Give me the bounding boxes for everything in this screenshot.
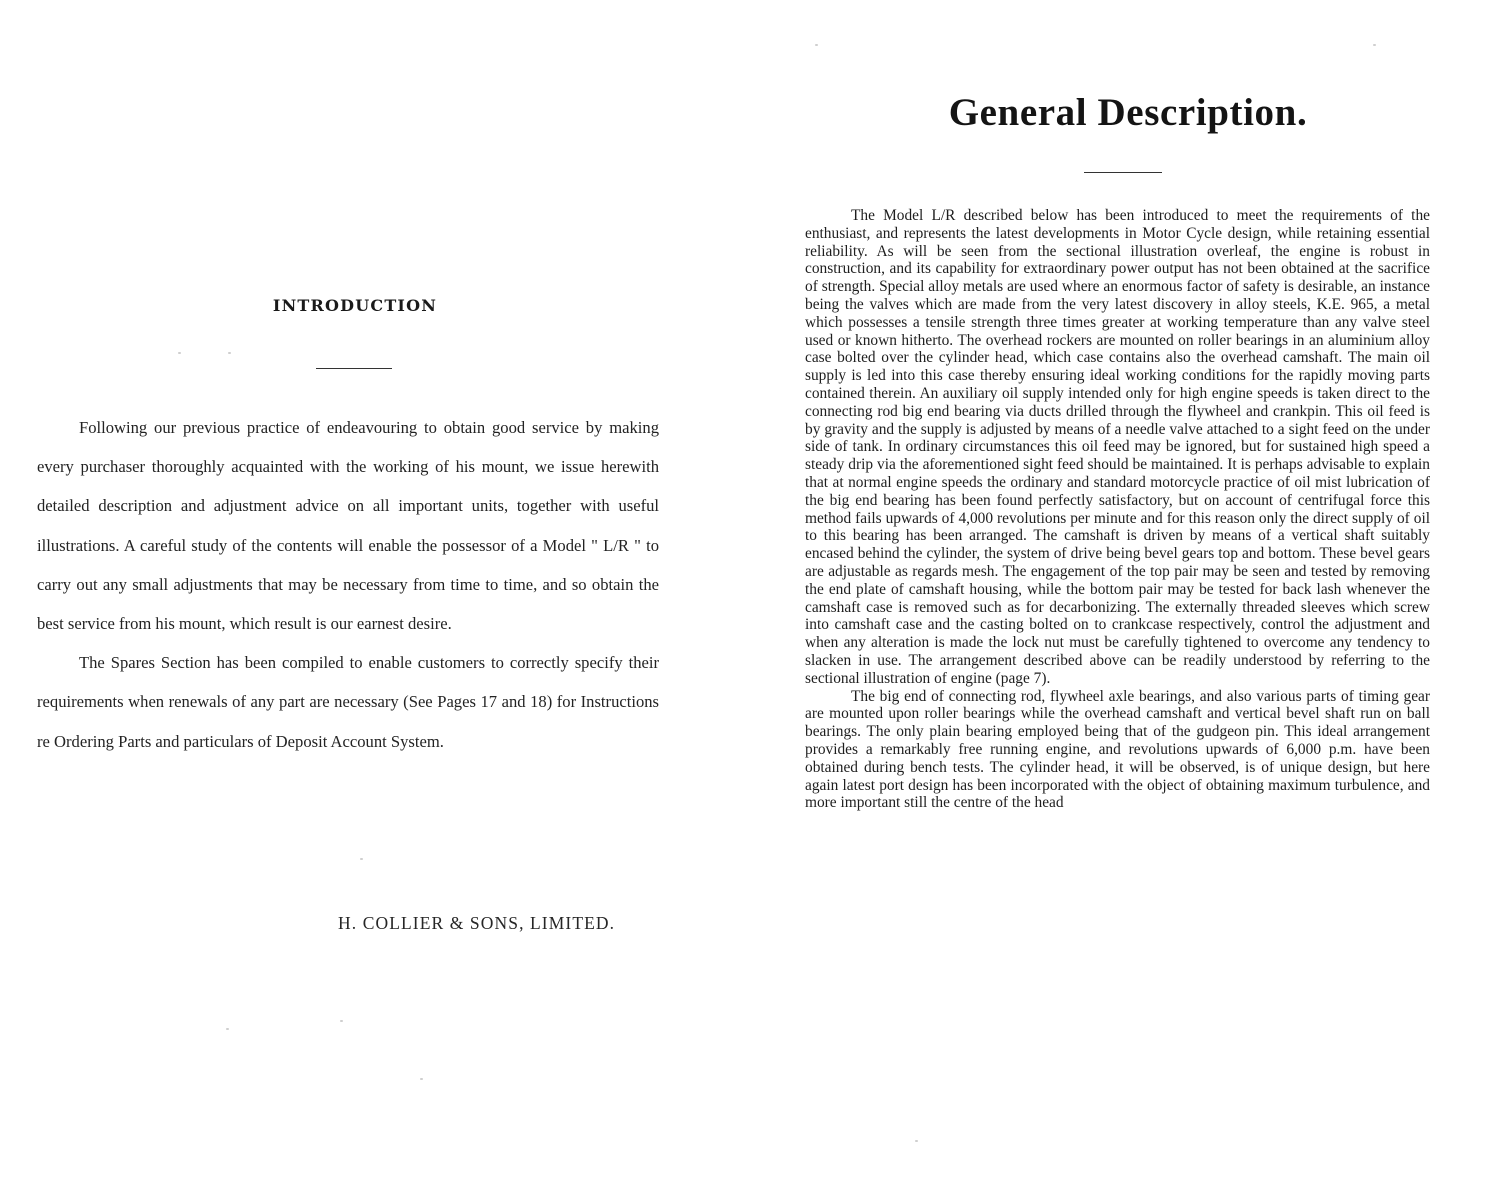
description-paragraph: The big end of connecting rod, flywheel axle bearings, and also various parts of timing gear are mounted upon roller bearings while the overhead camshaft and vertical bevel shaft run on ball bearings. The only plain bearing employed being that of the gudgeon pin. This ideal arrangement provides a remarkably free running engine, and revolutions upwards of 6,000 p.m. have been obtained during bench tests. The cylinder head, it will be observed, is of unique design, but here again latest port design has been incorporated with the object of obtaining maximum turbulence, and more important still the centre of the head (805, 687, 1430, 812)
introduction-paragraph: The Spares Section has been compiled to enable customers to correctly specify their requirements when renewals of any part are necessary (See Pages 17 and 18) for Instructions re Ordering Parts and particulars of Deposit Account System. (37, 653, 659, 751)
paper-speck (420, 1078, 423, 1080)
title-divider (1084, 172, 1162, 173)
company-signature: H. COLLIER & SONS, LIMITED. (338, 913, 616, 933)
paper-speck (915, 1140, 918, 1142)
general-description-title: General Description. (948, 91, 1308, 134)
paper-speck (815, 44, 818, 46)
paper-speck (1373, 44, 1376, 46)
paper-speck (228, 352, 231, 354)
right-page (743, 0, 1486, 1190)
paper-speck (178, 352, 181, 354)
description-paragraph: The Model L/R described below has been introduced to meet the requirements of the enthusiast, and represents the latest developments in Motor Cycle design, while retaining essential reliability. As will be seen from the sectional illustration overleaf, the engine is robust in construction, and its capability for extraordinary power output has not been obtained at the sacrifice of strength. Special alloy metals are used where an enormous factor of safety is desirable, an instance being the valves which are made from the very latest discovery in alloy steels, K.E. 965, a metal which possesses a tensile strength three times greater at working temperature than any valve steel used or known hitherto. The overhead rockers are mounted on roller bearings in an aluminium alloy case bolted over the cylinder head, which case contains also the overhead camshaft. The main oil supply is led into this case thereby ensuring ideal working conditions for the rapidly moving parts contained therein. An auxiliary oil supply intended only for high engine speeds is taken direct to the connecting rod big end bearing via ducts drilled through the flywheel and crankpin. This oil feed is by gravity and the supply is adjusted by means of a needle valve attached to a sight feed on the under side of tank. In ordinary circumstances this oil feed may be ignored, but for sustained high speed a steady drip via the aforementioned sight feed should be maintained. It is perhaps advisable to explain that at normal engine speeds the ordinary and standard motorcycle practice of oil mist lubrication of the big end bearing has been found perfectly satisfactory, but on account of centrifugal force this method fails upwards of 4,000 revolutions per minute and for this reason only the direct supply of oil to this bearing has been arranged. The camshaft is driven by means of a vertical shaft suitably encased behind the cylinder, the system of drive being bevel gears top and bottom. These bevel gears are adjustable as regards mesh. The engagement of the top pair may be seen and tested by removing the end plate of camshaft housing, while the bottom pair may be tested for back lash whenever the camshaft case is removed such as for decarbonizing. The externally threaded sleeves which screw into camshaft case and the casting bolted on to crankcase respectively, control the adjustment and when any alteration is made the lock nut must be carefully tightened to overcome any tendency to slacken in use. The arrangement described above can be readily understood by referring to the sectional illustration of engine (page 7). (805, 207, 1430, 687)
paper-speck (226, 1028, 229, 1030)
paper-speck (340, 1020, 343, 1022)
introduction-paragraph: Following our previous practice of endeavouring to obtain good service by making every purchaser thoroughly acquainted with the working of his mount, we issue herewith detailed description and adjustment advice on all important units, together with useful illustrations. A careful study of the contents will enable the possessor of a Model " L/R " to carry out any small adjustments that may be necessary from time to time, and so obtain the best service from his mount, which result is our earnest desire. (37, 418, 659, 634)
introduction-heading: INTRODUCTION (272, 296, 438, 315)
general-description-body (805, 207, 1430, 812)
paper-speck (360, 858, 363, 860)
heading-divider (316, 368, 392, 369)
introduction-body (37, 408, 659, 761)
